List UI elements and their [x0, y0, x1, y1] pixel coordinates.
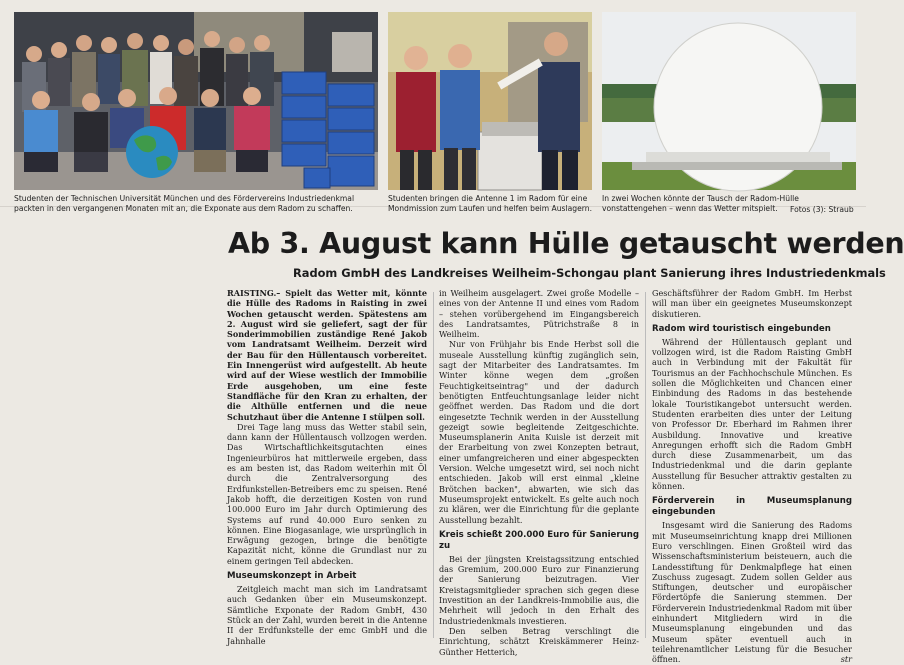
- paragraph: Den selben Betrag verschlingt die Einrichtung, schätzt Kreiskämmerer Heinz-Günther Hetterich,: [439, 625, 639, 657]
- paragraph: in Weilheim ausgelagert. Zwei große Modelle – eines von der Antenne II und eines vom Radom – stehen vorübergehend im Eingangsbereich des Landratsamtes, Pütrichstraße 8 in Weilheim.: [439, 288, 639, 340]
- lead-text: Spielt das Wetter mit, könnte die Hülle des Radoms in Raisting in zwei Wochen getauscht werden. Spätestens am 2. August wird sie geliefert, sagt der für Sonderimmobilien zuständige René Jakob vom Landratsamt Weilheim. Derzeit wird der Bau für den Hüllentausch vorbereitet. Ein Innengerüst wird aufgestellt. Ab heute wird auf der Wiese westlich der Immobilie Erde ausgehoben, um eine feste Standfläche für den Kran zu erhalten, der die Althülle entfernen und die neue Schutzhaut über die Antenne I stülpen soll.: [227, 288, 427, 422]
- paragraph: [652, 520, 852, 664]
- paragraph-text: Insgesamt wird die Sanierung des Radoms mit Museumseinrichtung knapp drei Millionen Euro verschlingen. Einen Großteil wird das Wissenschaftsministerium beisteuern, auch die Landesstiftung für Denkmalpflege hat einen Zuschuss zugesagt. Zudem sollen Gelder aus Stiftungen, deutscher und europäischer Fördertöpfe die Sanierung stemmen. Der Förderverein Industriedenkmal Radom mit über einhundert Mitgliedern wird in die Museumsplanung eingebunden und das Museum später eventuell auch in teilehrenamtlicher Leistung für die Besucher öffnen.: [652, 520, 852, 665]
- subheading-foerderverein: Förderverein in Museumsplanung eingebunden: [652, 496, 852, 518]
- lead-paragraph: [227, 288, 427, 422]
- article-column-1: [227, 288, 427, 646]
- article-column-3: [652, 288, 852, 665]
- dateline: RAISTING.–: [227, 288, 281, 298]
- paragraph: Während der Hüllentausch geplant und vollzogen wird, ist die Radom Raisting GmbH auch in Verbindung mit der Fakultät für Tourismus an der Fachhochschule München. Es sollen die Möglichkeiten und Chancen einer Einbindung des Radoms in das bestehende lokale Touristikangebot untersucht werden. Studenten erarbeiten dies unter der Leitung von Professor Dr. Eberhard im Rahmen ihrer Ausbildung. Innovative und kreative Anregungen erhofft sich die Radom GmbH durch diese Zusammenarbeit, um das Industriedenkmal und die darin geplante Ausstellung für Besucher attraktiv gestalten zu können.: [652, 336, 852, 492]
- subheading-museum: Museumskonzept in Arbeit: [227, 571, 357, 582]
- photo-credit: Fotos (3): Straub: [790, 205, 854, 214]
- paragraph: Geschäftsführer der Radom GmbH. Im Herbst will man über ein geeignetes Museumskonzept diskutieren.: [652, 288, 852, 319]
- photo-students-globe: [14, 12, 378, 190]
- paragraph: Bei der jüngsten Kreistagssitzung entschied das Gremium, 200.000 Euro zur Finanzierung der Sanierung beizutragen. Vier Kreistagsmitglieder sprachen sich gegen diese Investition an der Landkreis-Immobilie aus, die Mehrheit will jedoch in den Erhalt des Industriedenkmals investieren.: [439, 553, 639, 626]
- paragraph: Drei Tage lang muss das Wetter stabil sein, dann kann der Hüllentausch vollzogen werden. Das Wirtschaftlichkeitsgutachten eines Ingenieurbüros hat mittlerweile ergeben, dass es am besten ist, das Radom weiterhin mit Öl durch die Zentralversorgung des Erdfunkstellen-Betreibers emc zu speisen. René Jakob hofft, die derzeitigen Kosten von rund 100.000 Euro im Jahr durch Optimierung des Systems auf rund 40.000 Euro senken zu können. Eine Biogasanlage, wie ursprünglich in Erwägung gezogen, bringe die benötigte Kapazität nicht, könne die Grundlast nur zu einem geringen Teil abdecken.: [227, 421, 427, 566]
- subheadline: Radom GmbH des Landkreises Weilheim-Schongau plant Sanierung ihres Industriedenkmals: [293, 266, 886, 280]
- caption-radom-dome: In zwei Wochen könnte der Tausch der Radom-Hülle vonstattengehen – wenn das Wetter mitspielt.: [602, 194, 799, 213]
- paragraph: Nur von Frühjahr bis Ende Herbst soll die museale Ausstellung künftig zugänglich sein, sagt der Mitarbeiter des Landratsamtes. Im Winter könne wegen dem „großen Feuchtigkeitseintrag" und der dadurch benötigten Entfeuchtungsanlage leider nicht geöffnet werden. Das Radom und die dort eingesetzte Technik werden in der Ausstellung gezeigt sowie begleitende Zeitgeschichte. Museumsplanerin Anita Kuisle ist derzeit mit der Erarbeitung von zwei Konzepten betraut, einer umfangreicheren und einer abgespeckten Version. Welche umgesetzt wird, sei noch nicht entschieden. Jakob will erst einmal „kleine Brötchen backen", abwarten, wie sich das Museumsprojekt entwickelt. Es gelte auch noch zu klären, wer die Einrichtung für die geplante Ausstellung bezahlt.: [439, 339, 639, 525]
- paragraph: Zeitgleich macht man sich im Landratsamt auch Gedanken über ein Museumskonzept. Sämtliche Exponate der Radom GmbH, 430 Stück an der Zahl, wurden bereit in die Antenne II der Erdfunkstelle der emc GmbH und die Jahnhalle: [227, 584, 427, 646]
- caption-students-globe: Studenten der Technischen Universität München und des Fördervereins Industriedenkmal packten in den vergangenen Monaten mit an, die Exponate aus dem Radom zu schaffen.: [14, 194, 355, 213]
- subheading-kreis: Kreis schießt 200.000 Euro für Sanierung zu: [439, 529, 640, 551]
- caption-antenna-students: Studenten bringen die Antenne 1 im Radom für eine Mondmission zum Laufen und helfen beim Auslagern.: [388, 194, 592, 213]
- photo-radom-dome: [602, 12, 856, 190]
- headline: Ab 3. August kann Hülle getauscht werden: [228, 227, 904, 260]
- article-column-2: [439, 288, 640, 657]
- column-divider: [645, 292, 646, 638]
- column-divider: [433, 292, 434, 638]
- photo-antenna-students: [388, 12, 592, 190]
- author-signature: str: [840, 654, 852, 665]
- subheading-tourismus: Radom wird touristisch eingebunden: [652, 323, 831, 334]
